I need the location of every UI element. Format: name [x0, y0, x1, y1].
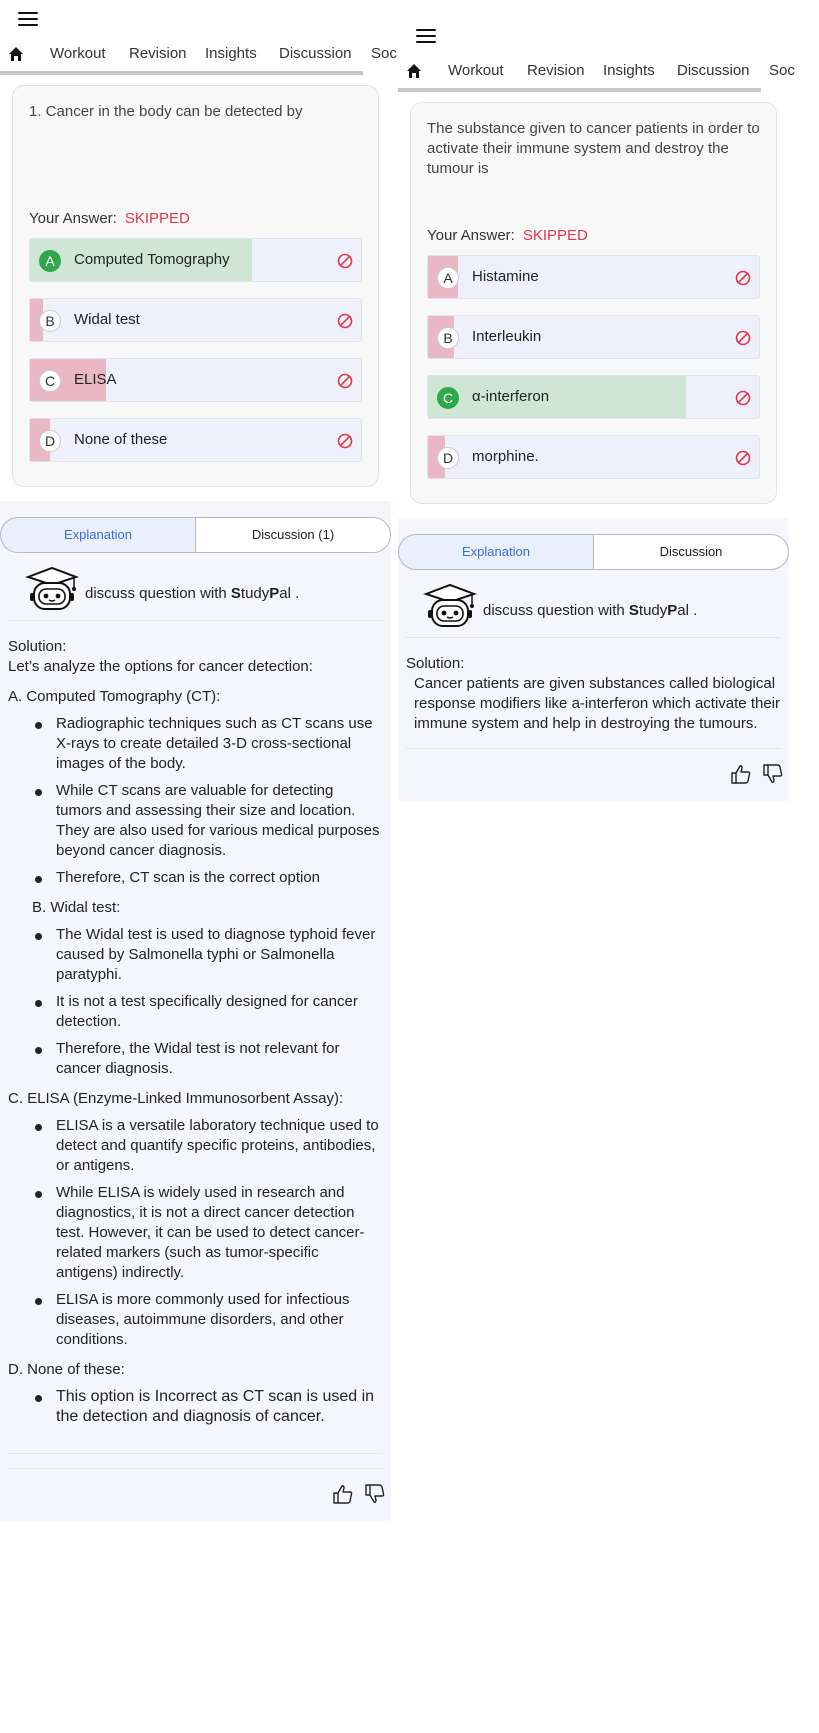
- blocked-icon: [337, 253, 353, 269]
- studypal-text: discuss question with StudyPal .: [85, 585, 300, 602]
- feedback-bar: [0, 1469, 391, 1521]
- solution-intro: Let’s analyze the options for cancer detection:: [8, 658, 313, 675]
- answer-status: SKIPPED: [522, 227, 588, 244]
- options-list: [427, 255, 760, 479]
- robot-icon: [420, 582, 480, 630]
- option-c-points: [8, 1116, 383, 1350]
- bullet-point: It is not a test specifically designed for cancer detection.: [8, 992, 383, 1032]
- option-letter: A: [437, 267, 459, 289]
- option-a-title: A. Computed Tomography (CT):: [8, 688, 221, 705]
- tab-revision[interactable]: Revision: [527, 62, 585, 79]
- left-question-panel: [0, 0, 397, 1521]
- tab-workout[interactable]: Workout: [50, 45, 106, 62]
- menu-icon[interactable]: [416, 29, 436, 45]
- question-text: The substance given to cancer patients in order to activate their immune system and destroy the tumour is: [427, 120, 760, 177]
- question-card: [12, 85, 379, 487]
- option-label: Histamine: [472, 268, 539, 285]
- bullet-point: ELISA is more commonly used for infectious diseases, autoimmune disorders, and other conditions.: [8, 1290, 383, 1350]
- option-d[interactable]: [29, 418, 362, 462]
- blocked-icon: [735, 330, 751, 346]
- home-icon[interactable]: [8, 46, 24, 62]
- option-response-bar: [428, 376, 686, 418]
- option-b[interactable]: [427, 315, 760, 359]
- explanation-tab[interactable]: Explanation: [0, 517, 195, 553]
- blocked-icon: [337, 433, 353, 449]
- tab-scroll-indicator: [0, 71, 363, 75]
- tab-discussion[interactable]: Discussion: [677, 62, 750, 79]
- solution-tabs: [0, 517, 391, 553]
- answer-status: SKIPPED: [124, 210, 190, 227]
- thumbs-down-icon[interactable]: [762, 763, 784, 785]
- tab-discussion[interactable]: Discussion: [279, 45, 352, 62]
- solution-section: [398, 518, 789, 801]
- option-label: Widal test: [74, 311, 140, 328]
- your-answer: [427, 227, 760, 244]
- your-answer-label: Your Answer:: [29, 210, 117, 227]
- tab-revision[interactable]: Revision: [129, 45, 187, 62]
- option-letter: C: [437, 387, 459, 409]
- solution-heading: Solution:: [406, 655, 465, 672]
- discussion-tab[interactable]: Discussion: [593, 534, 789, 570]
- bullet-point: The Widal test is used to diagnose typhoid fever caused by Salmonella typhi or Salmonella paratyphi.: [8, 925, 383, 985]
- your-answer-label: Your Answer:: [427, 227, 515, 244]
- explanation-tab[interactable]: Explanation: [398, 534, 593, 570]
- bullet-point: While ELISA is widely used in research and diagnostics, it is not a direct cancer detection test. However, it can be used to detect cancer-related markers (such as tumor-specific antigens) indirectly.: [8, 1183, 383, 1283]
- option-c[interactable]: [427, 375, 760, 419]
- bullet-point: This option is Incorrect as CT scan is used in the detection and diagnosis of cancer.: [8, 1387, 383, 1427]
- option-letter: A: [39, 250, 61, 272]
- studypal-text: discuss question with StudyPal .: [483, 602, 698, 619]
- option-letter: D: [39, 430, 61, 452]
- option-a-points: [8, 714, 383, 888]
- option-letter: C: [39, 370, 61, 392]
- your-answer: [29, 210, 362, 227]
- option-b-points: [8, 925, 383, 1079]
- blocked-icon: [735, 450, 751, 466]
- option-label: Interleukin: [472, 328, 542, 345]
- menu-icon[interactable]: [18, 12, 38, 28]
- tab-insights[interactable]: Insights: [603, 62, 655, 79]
- solution-body: [0, 621, 391, 1427]
- bullet-point: Therefore, CT scan is the correct option: [8, 868, 383, 888]
- studypal-banner[interactable]: [8, 553, 383, 621]
- tab-social[interactable]: Soc: [371, 45, 397, 62]
- option-a[interactable]: [29, 238, 362, 282]
- nav-tabs: [0, 38, 397, 72]
- question-card: [410, 102, 777, 504]
- discussion-tab[interactable]: Discussion (1): [195, 517, 391, 553]
- divider: [8, 1453, 383, 1454]
- feedback-bar: [398, 749, 789, 801]
- option-letter: B: [39, 310, 61, 332]
- robot-icon: [22, 565, 82, 613]
- bullet-point: While CT scans are valuable for detecting tumors and assessing their size and location. They are also used for various medical purposes beyond cancer diagnosis.: [8, 781, 383, 861]
- right-question-panel: [398, 17, 795, 801]
- option-a[interactable]: [427, 255, 760, 299]
- question-text: 1. Cancer in the body can be detected by: [29, 103, 303, 120]
- solution-tabs: [398, 534, 789, 570]
- thumbs-up-icon[interactable]: [730, 763, 752, 785]
- option-d[interactable]: [427, 435, 760, 479]
- option-label: morphine.: [472, 448, 539, 465]
- nav-tabs: [398, 55, 795, 89]
- solution-text: Cancer patients are given substances called biological response modifiers like a-interferon which activate their immune system and help in destroying the tumours.: [414, 675, 780, 732]
- option-letter: D: [437, 447, 459, 469]
- option-d-points: [8, 1387, 383, 1427]
- option-b-title: B. Widal test:: [32, 899, 121, 916]
- tab-scroll-indicator: [398, 88, 761, 92]
- option-label: None of these: [74, 431, 168, 448]
- options-list: [29, 238, 362, 462]
- solution-body: [398, 638, 789, 734]
- thumbs-down-icon[interactable]: [364, 1483, 386, 1505]
- option-c-title: C. ELISA (Enzyme-Linked Immunosorbent Assay):: [8, 1090, 344, 1107]
- option-label: Computed Tomography: [74, 251, 230, 268]
- top-bar: [0, 0, 391, 38]
- tab-insights[interactable]: Insights: [205, 45, 257, 62]
- option-d-title: D. None of these:: [8, 1361, 125, 1378]
- home-icon[interactable]: [406, 63, 422, 79]
- option-c[interactable]: [29, 358, 362, 402]
- blocked-icon: [735, 390, 751, 406]
- bullet-point: Therefore, the Widal test is not relevant for cancer diagnosis.: [8, 1039, 383, 1079]
- tab-social[interactable]: Soc: [769, 62, 795, 79]
- option-b[interactable]: [29, 298, 362, 342]
- tab-workout[interactable]: Workout: [448, 62, 504, 79]
- studypal-banner[interactable]: [406, 570, 781, 638]
- solution-heading: Solution:: [8, 638, 67, 655]
- blocked-icon: [337, 373, 353, 389]
- option-letter: B: [437, 327, 459, 349]
- top-bar: [398, 17, 789, 55]
- bullet-point: Radiographic techniques such as CT scans use X-rays to create detailed 3-D cross-sectional images of the body.: [8, 714, 383, 774]
- blocked-icon: [735, 270, 751, 286]
- option-label: α-interferon: [472, 388, 550, 405]
- thumbs-up-icon[interactable]: [332, 1483, 354, 1505]
- solution-section: [0, 501, 391, 1521]
- bullet-point: ELISA is a versatile laboratory technique used to detect and quantify specific proteins, antibodies, or antigens.: [8, 1116, 383, 1176]
- option-label: ELISA: [74, 371, 117, 388]
- blocked-icon: [337, 313, 353, 329]
